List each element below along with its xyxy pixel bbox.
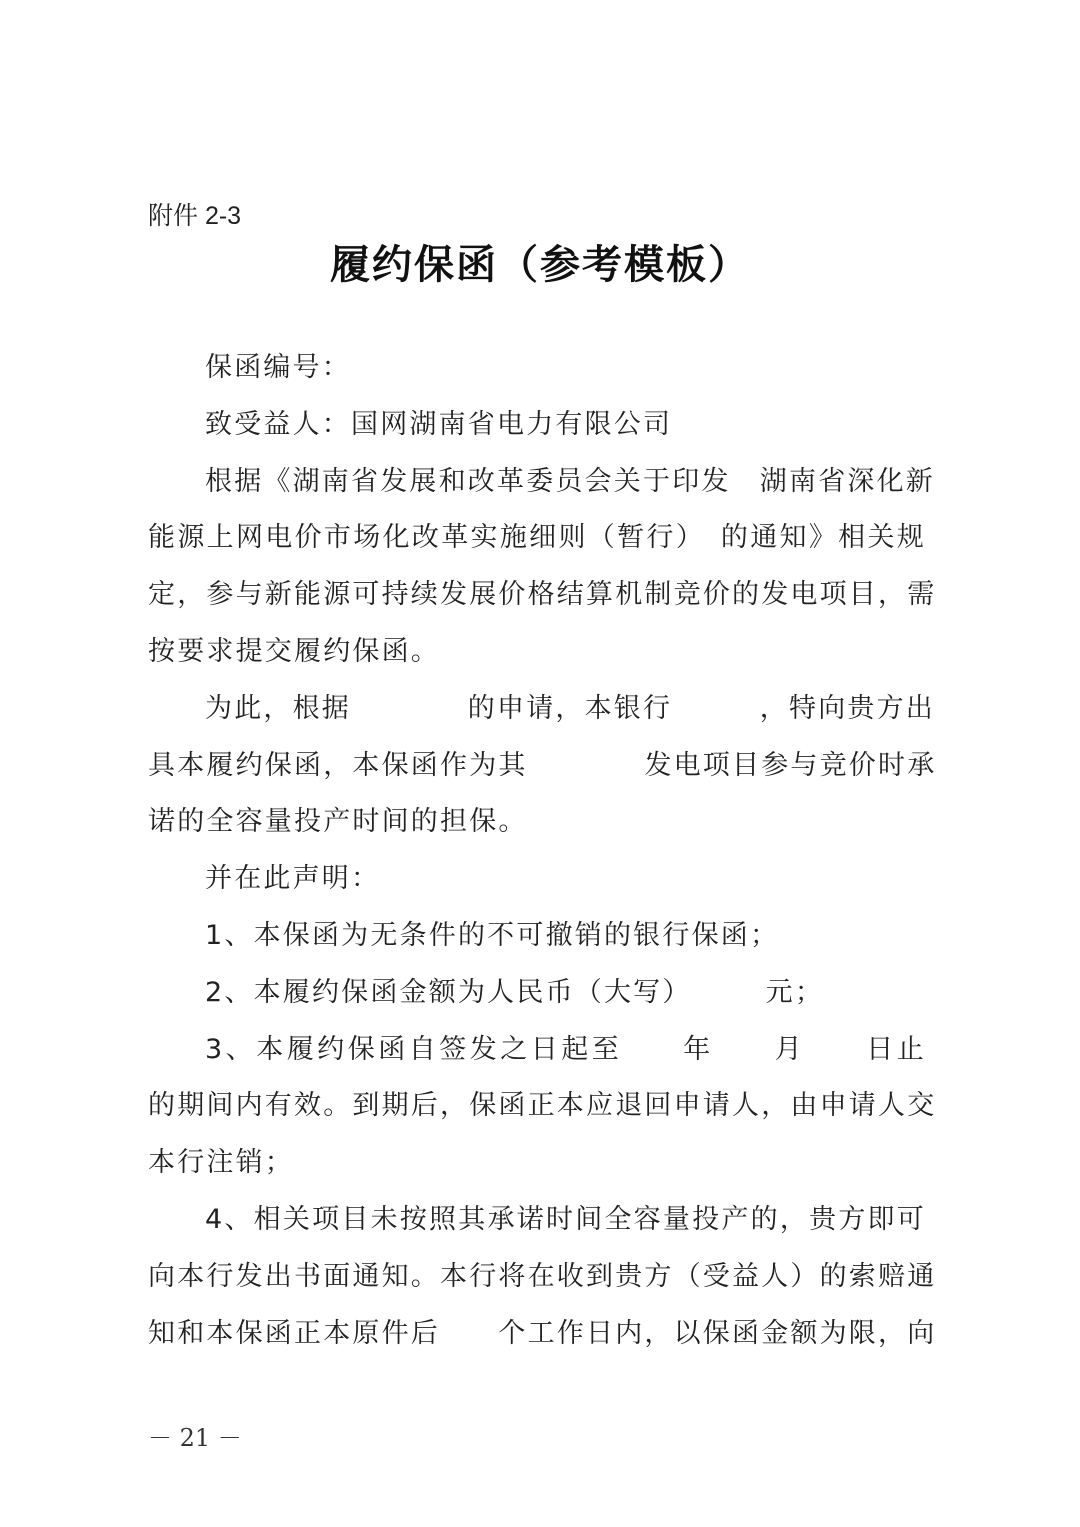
- paragraph-line: 定，参与新能源可持续发展价格结算机制竞价的发电项目，需: [148, 579, 937, 611]
- clause-line: 本行注销；: [148, 1147, 294, 1179]
- clause-line: 3、本履约保函自签发之日起至 年 月 日止: [205, 1033, 926, 1065]
- paragraph-line: 保函编号：: [205, 352, 351, 383]
- document-title: 履约保函（参考模板）: [330, 241, 750, 288]
- document-body: [148, 340, 937, 1362]
- clause-line: 向本行发出书面通知。本行将在收到贵方（受益人）的索赔通: [148, 1260, 937, 1292]
- paragraph-line: 具本履约保函，本保函作为其 发电项目参与竞价时承: [148, 749, 937, 781]
- paragraph-line: 为此，根据 的申请，本银行 ，特向贵方出: [205, 692, 935, 724]
- page-number: － 21 －: [148, 1424, 242, 1452]
- paragraph-line: 根据《湖南省发展和改革委员会关于印发 湖南省深化新: [205, 465, 935, 497]
- clause-line: 知和本保函正本原件后 个工作日内，以保函金额为限，向: [148, 1317, 937, 1349]
- clause-line: 1、本保函为无条件的不可撤销的银行保函；: [205, 919, 780, 951]
- attachment-label: 附件 2-3: [148, 202, 242, 230]
- paragraph-line: 能源上网电价市场化改革实施细则（暂行） 的通知》相关规: [148, 522, 926, 554]
- paragraph-line: 按要求提交履约保函。: [148, 635, 440, 667]
- paragraph-line: 并在此声明：: [205, 863, 381, 895]
- clause-line: 的期间内有效。到期后，保函正本应退回申请人，由申请人交: [148, 1090, 937, 1122]
- paragraph-line: 致受益人：国网湖南省电力有限公司: [205, 408, 673, 440]
- clause-line: 2、本履约保函金额为人民币（大写） 元；: [205, 976, 825, 1008]
- clause-line: 4、相关项目未按照其承诺时间全容量投产的，贵方即可: [205, 1203, 926, 1235]
- paragraph-line: 诺的全容量投产时间的担保。: [148, 806, 528, 838]
